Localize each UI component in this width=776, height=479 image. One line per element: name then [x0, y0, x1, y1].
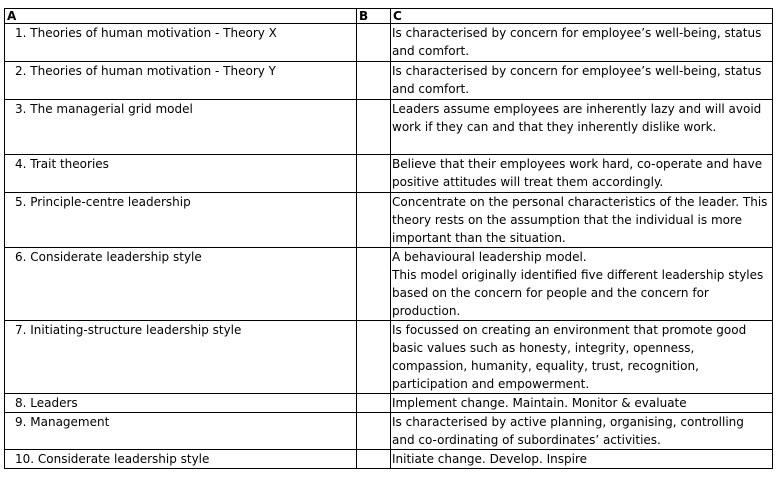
term-cell: 3. The managerial grid model	[5, 100, 357, 155]
column-header-b: B	[357, 9, 391, 24]
answer-cell[interactable]	[357, 24, 391, 62]
description-text: Concentrate on the personal characteristics of the leader. This theory rests on the assumption that the individual is more important than the situation.	[392, 195, 768, 245]
description-text: Is characterised by concern for employee’s well-being, status and comfort.	[392, 26, 762, 58]
description-cell	[391, 193, 773, 248]
description-cell	[391, 321, 773, 394]
table-row	[5, 193, 773, 248]
description-text: This model originally identified five different leadership styles based on the concern for people and the concern for production.	[392, 268, 764, 318]
table-row	[5, 24, 773, 62]
column-header-c: C	[391, 9, 773, 24]
term-cell: 6. Considerate leadership style	[5, 248, 357, 321]
answer-cell[interactable]	[357, 155, 391, 193]
description-text: Is characterised by active planning, organising, controlling and co-ordinating of subordinates’ activities.	[392, 415, 744, 447]
header-row	[5, 9, 773, 24]
description-text: Leaders assume employees are inherently lazy and will avoid work if they can and that they inherently dislike work.	[392, 102, 762, 134]
answer-cell[interactable]	[357, 413, 391, 450]
matching-table-container	[4, 8, 772, 469]
description-cell	[391, 450, 773, 469]
term-cell: 10. Considerate leadership style	[5, 450, 357, 469]
description-cell	[391, 248, 773, 321]
term-cell: 1. Theories of human motivation - Theory X	[5, 24, 357, 62]
description-text: A behavioural leadership model.	[392, 250, 587, 264]
table-row	[5, 450, 773, 469]
table-row	[5, 394, 773, 413]
description-text: Initiate change. Develop. Inspire	[392, 452, 587, 466]
description-text: Is characterised by concern for employee’s well-being, status and comfort.	[392, 64, 762, 96]
column-header-a: A	[5, 9, 357, 24]
table-row	[5, 321, 773, 394]
answer-cell[interactable]	[357, 62, 391, 100]
description-cell	[391, 62, 773, 100]
term-cell: 4. Trait theories	[5, 155, 357, 193]
description-text: Believe that their employees work hard, co-operate and have positive attitudes will treat them accordingly.	[392, 157, 763, 189]
term-cell: 7. Initiating-structure leadership style	[5, 321, 357, 394]
description-cell	[391, 24, 773, 62]
description-text: Implement change. Maintain. Monitor & evaluate	[392, 396, 687, 410]
description-text: Is focussed on creating an environment that promote good basic values such as honesty, integrity, openness, compassion, humanity, equality, trust, recognition, participation and empowerment.	[392, 323, 747, 391]
term-cell: 2. Theories of human motivation - Theory Y	[5, 62, 357, 100]
term-cell: 8. Leaders	[5, 394, 357, 413]
answer-cell[interactable]	[357, 450, 391, 469]
description-cell	[391, 100, 773, 155]
description-cell	[391, 413, 773, 450]
answer-cell[interactable]	[357, 248, 391, 321]
table-row	[5, 100, 773, 155]
table-row	[5, 248, 773, 321]
matching-table	[4, 8, 773, 469]
term-cell: 9. Management	[5, 413, 357, 450]
answer-cell[interactable]	[357, 321, 391, 394]
table-row	[5, 62, 773, 100]
answer-cell[interactable]	[357, 193, 391, 248]
table-row	[5, 413, 773, 450]
answer-cell[interactable]	[357, 100, 391, 155]
table-row	[5, 155, 773, 193]
description-cell	[391, 394, 773, 413]
description-cell	[391, 155, 773, 193]
answer-cell[interactable]	[357, 394, 391, 413]
term-cell: 5. Principle-centre leadership	[5, 193, 357, 248]
